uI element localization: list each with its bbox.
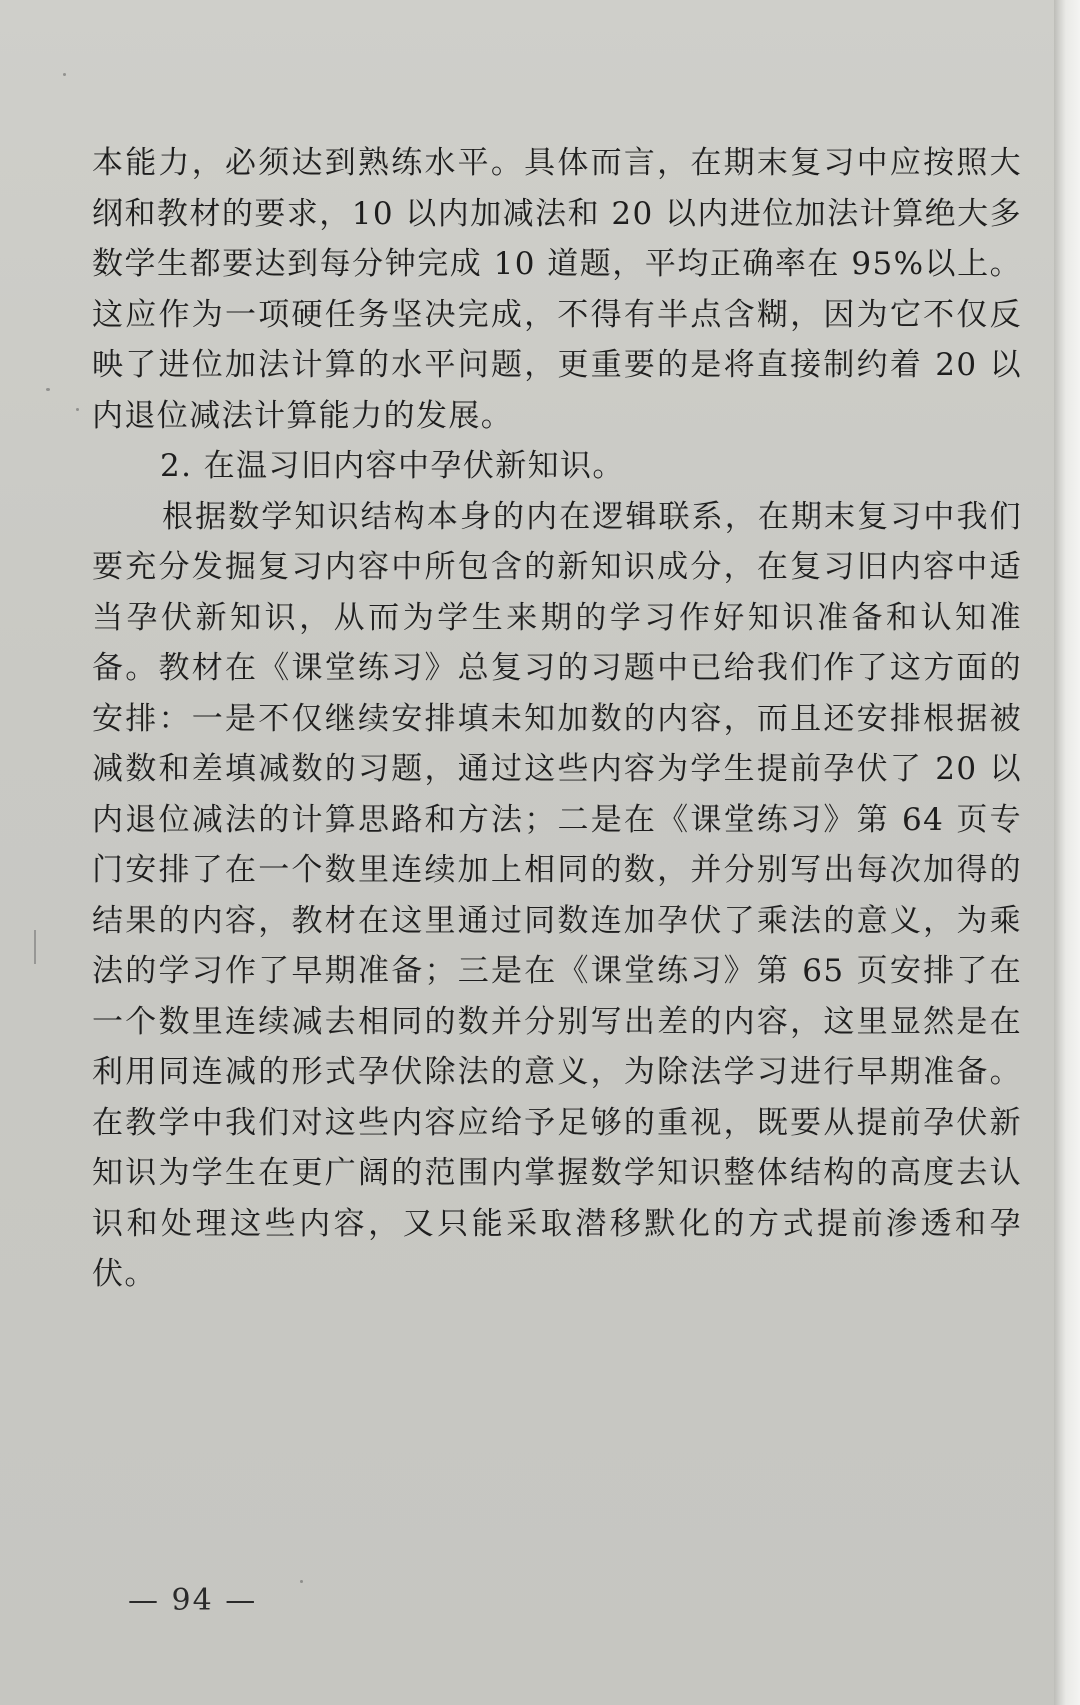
section-heading: 2. 在温习旧内容中孕伏新知识。 — [160, 448, 625, 484]
page-edge-shadow — [1054, 0, 1080, 1705]
margin-mark — [34, 930, 36, 964]
body-text — [92, 138, 1022, 1300]
paragraph-continuation: 本能力，必须达到熟练水平。具体而言，在期末复习中应按照大纲和教材的要求，10 以内加减法和 20 以内进位加法计算绝大多数学生都要达到每分钟完成 10 道题，平均正确率在 95%以上。这应作为一项硬任务坚决完成，不得有半点含糊，因为它不仅反映了进位加法计算的水平问题，更重要的是将直接制约着 20 以内退位减法计算能力的发展。 — [92, 145, 1022, 434]
paragraph: 根据数学知识结构本身的内在逻辑联系，在期末复习中我们要充分发掘复习内容中所包含的新知识成分，在复习旧内容中适当孕伏新知识，从而为学生来期的学习作好知识准备和认知准备。教材在《课堂练习》总复习的习题中已给我们作了这方面的安排：一是不仅继续安排填未知加数的内容，而且还安排根据被减数和差填减数的习题，通过这些内容为学生提前孕伏了 20 以内退位减法的计算思路和方法；二是在《课堂练习》第 64 页专门安排了在一个数里连续加上相同的数，并分别写出每次加得的结果的内容，教材在这里通过同数连加孕伏了乘法的意义，为乘法的学习作了早期准备；三是在《课堂练习》第 65 页安排了在一个数里连续减去相同的数并分别写出差的内容，这里显然是在利用同连减的形式孕伏除法的意义，为除法学习进行早期准备。在教学中我们对这些内容应给予足够的重视，既要从提前孕伏新知识为学生在更广阔的范围内掌握数学知识整体结构的高度去认识和处理这些内容，又只能采取潜移默化的方式提前渗透和孕伏。 — [92, 498, 1022, 1292]
paper-speck — [300, 1580, 303, 1583]
paper-speck — [46, 388, 50, 391]
page-number: — 94 — — [128, 1583, 258, 1618]
paper-speck — [63, 73, 66, 76]
paper-speck — [76, 408, 79, 411]
